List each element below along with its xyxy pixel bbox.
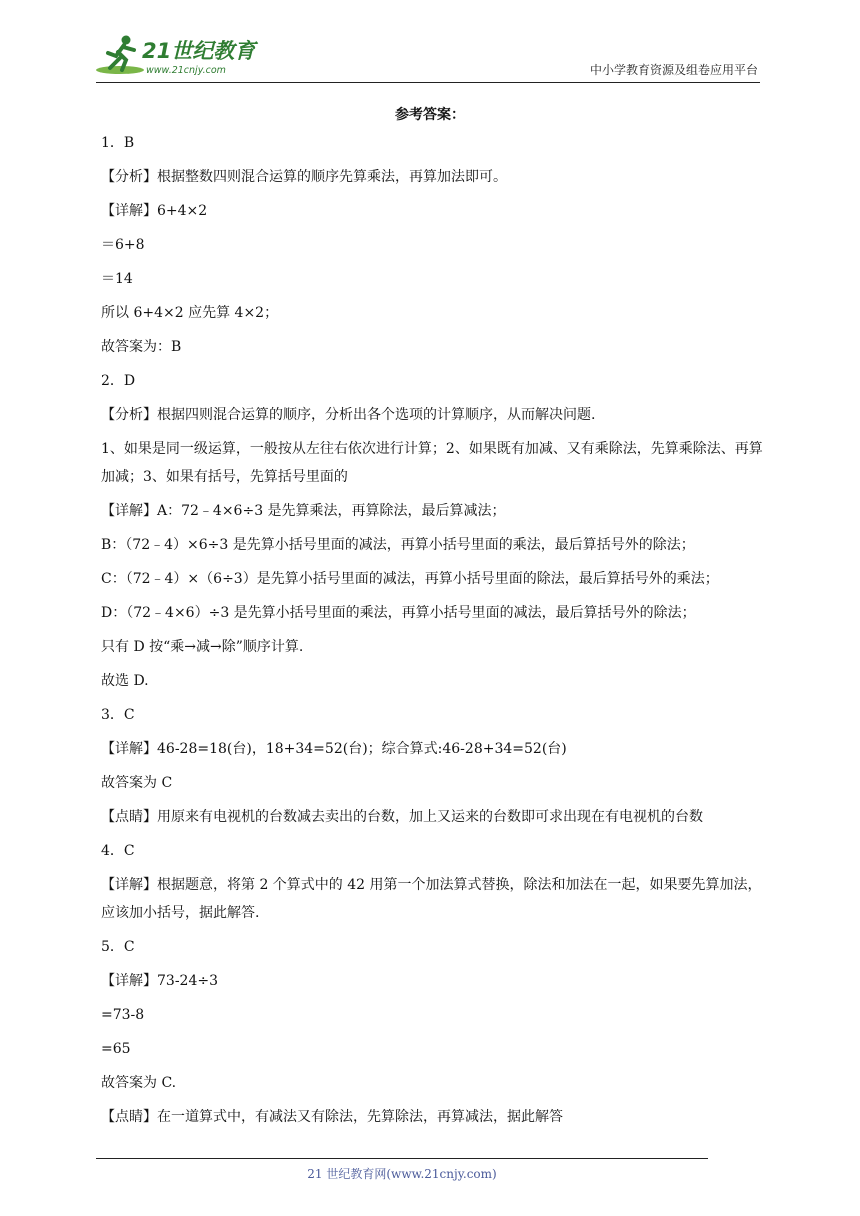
text-line: 【详解】73-24÷3 bbox=[101, 973, 218, 989]
text-line: 故答案为 C bbox=[101, 775, 173, 791]
text-line: 故选 D. bbox=[101, 673, 149, 689]
text-line: 【点睛】在一道算式中，有减法又有除法，先算除法，再算减法，据此解答 bbox=[101, 1109, 563, 1125]
text-line: 【分析】根据整数四则混合运算的顺序先算乘法，再算加法即可。 bbox=[101, 169, 507, 185]
platform-name: 中小学教育资源及组卷应用平台 bbox=[589, 63, 758, 77]
text-line: 只有 D 按“乘→减→除”顺序计算. bbox=[101, 639, 304, 655]
text-paragraph: 1、如果是同一级运算，一般按从左往右依次进行计算；2、如果既有加减、又有乘除法，先算乘除法、再算加减；3、如果有括号，先算括号里面的 bbox=[101, 441, 763, 485]
text-line: 故答案为 C. bbox=[101, 1075, 177, 1091]
site-logo bbox=[96, 34, 266, 78]
text-line: 3．C bbox=[101, 707, 135, 723]
text-line: C：（72﹣4）×（6÷3）是先算小括号里面的减法，再算小括号里面的除法，最后算括号外的乘法； bbox=[101, 571, 719, 587]
text-line: 【详解】6+4×2 bbox=[101, 203, 208, 219]
text-line: =73-8 bbox=[101, 1007, 145, 1023]
text-line: 故答案为：B bbox=[101, 339, 182, 355]
page-title: 参考答案： bbox=[395, 107, 465, 123]
page-footer: 21 世纪教育网(www.21cnjy.com) bbox=[307, 1167, 497, 1181]
text-line: 所以 6+4×2 应先算 4×2； bbox=[101, 305, 279, 321]
text-line: 5．C bbox=[101, 939, 135, 955]
text-line: 1．B bbox=[101, 135, 135, 151]
text-line: 2．D bbox=[101, 373, 136, 389]
text-line: D：（72﹣4×6）÷3 是先算小括号里面的乘法，再算小括号里面的减法，最后算括号外的除法； bbox=[101, 605, 696, 621]
page-header bbox=[96, 30, 760, 83]
text-line: =65 bbox=[101, 1041, 131, 1057]
text-line: 【详解】46-28=18(台)，18+34=52(台)；综合算式:46-28+34=52(台) bbox=[101, 741, 567, 757]
footer-divider bbox=[96, 1158, 708, 1159]
text-paragraph: 【详解】根据题意，将第 2 个算式中的 42 用第一个加法算式替换，除法和加法在一起，如果要先算加法，应该加小括号，据此解答. bbox=[101, 877, 762, 921]
text-line: 4．C bbox=[101, 843, 135, 859]
text-line: 【点睛】用原来有电视机的台数减去卖出的台数，加上又运来的台数即可求出现在有电视机的台数 bbox=[101, 809, 703, 825]
text-line: 【分析】根据四则混合运算的顺序，分析出各个选项的计算顺序，从而解决问题. bbox=[101, 407, 596, 423]
text-line: ＝14 bbox=[101, 271, 133, 287]
text-line: ＝6+8 bbox=[101, 237, 145, 253]
text-line: 【详解】A：72﹣4×6÷3 是先算乘法，再算除法，最后算减法； bbox=[101, 503, 506, 519]
logo-text: 21世纪教育 bbox=[142, 39, 256, 63]
logo-url: www.21cnjy.com bbox=[146, 65, 226, 76]
answer-content bbox=[101, 126, 771, 1134]
text-line: B：（72﹣4）×6÷3 是先算小括号里面的减法，再算小括号里面的乘法，最后算括号外的除法； bbox=[101, 537, 695, 553]
